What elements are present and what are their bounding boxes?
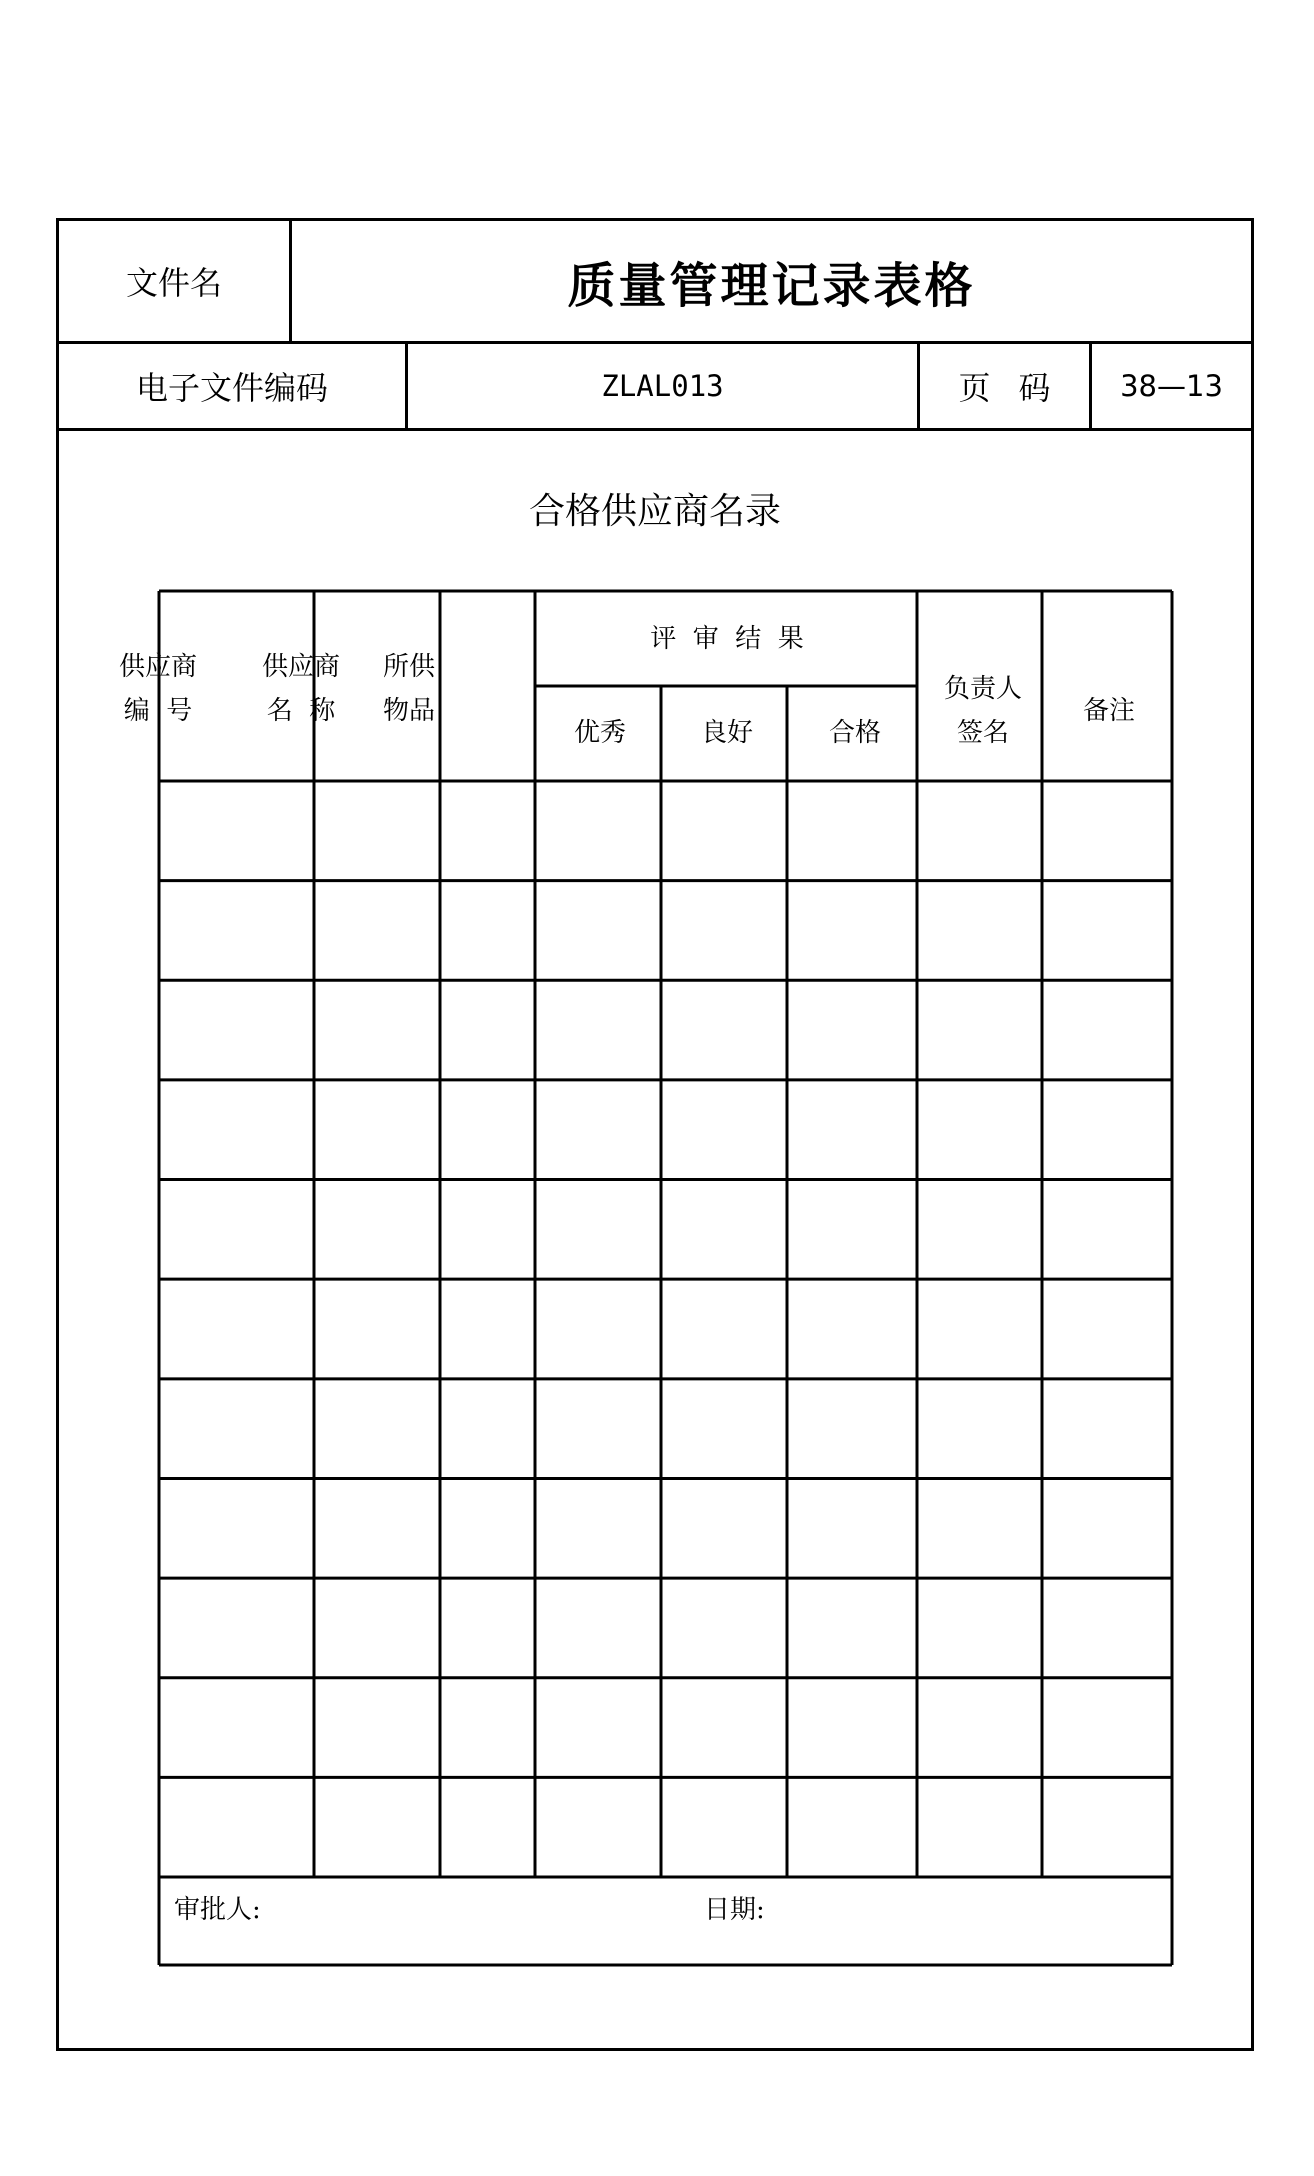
column-header-review-result: 评 审 结 果 <box>650 624 804 654</box>
column-header-qualified: 合格 <box>828 718 882 748</box>
file-code-label: 电子文件编码 <box>135 369 328 407</box>
date-label: 日期: <box>704 1895 765 1925</box>
form-title: 合格供应商名录 <box>528 491 781 532</box>
document-frame <box>56 218 1254 2051</box>
column-header-goods: 所供 物品 <box>382 652 436 726</box>
column-header-supplier-no: 供应商 编 号 <box>118 652 198 726</box>
page-label: 页码 <box>958 369 1079 407</box>
column-header-signer: 负责人 签名 <box>943 674 1023 748</box>
column-header-remarks: 备注 <box>1082 696 1136 726</box>
column-header-excellent: 优秀 <box>573 718 627 748</box>
filename-label: 文件名 <box>125 264 222 302</box>
column-header-supplier-name: 供应商 名 称 <box>261 652 341 726</box>
file-code-value: ZLAL013 <box>601 369 724 403</box>
column-header-good: 良好 <box>700 718 754 748</box>
document-title: 质量管理记录表格 <box>567 257 976 314</box>
page-number-value: 38—13 <box>1120 369 1223 403</box>
supplier-table-grid <box>59 221 1251 2048</box>
approver-label: 审批人: <box>174 1895 261 1925</box>
